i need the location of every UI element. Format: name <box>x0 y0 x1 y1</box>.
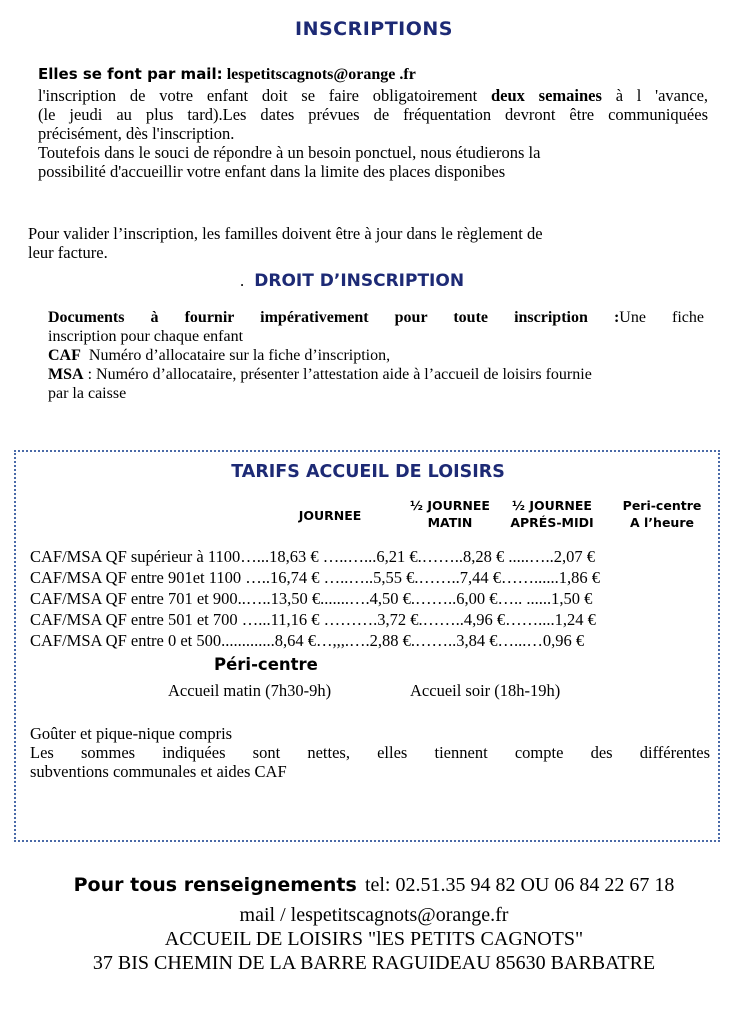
droit-prefix: . <box>240 271 245 290</box>
tarifs-title: TARIFS ACCUEIL DE LOISIRS <box>231 462 505 482</box>
footer-mail: mail / lespetitscagnots@orange.fr <box>239 904 509 926</box>
col-journee: JOURNEE <box>298 508 362 523</box>
renseignements-line <box>0 876 748 895</box>
sommes-line1: Les sommes indiquées sont nettes, elles tiennent compte des différentes <box>30 743 710 762</box>
accueil-matin: Accueil matin (7h30-9h) <box>168 681 332 700</box>
validate-line2: leur facture. <box>28 243 108 262</box>
caf-line: CAF Numéro d’allocataire sur la fiche d’inscription, <box>48 347 391 364</box>
docs-line2: inscription pour chaque enfant <box>48 328 244 345</box>
para1-line1: l'inscription de votre enfant doit se faire obligatoirement deux semaines à l 'avance, <box>38 86 709 105</box>
msa-line: MSA : Numéro d’allocataire, présenter l’attestation aide à l’accueil de loisirs fournie <box>48 366 592 383</box>
droit-paragraph <box>48 308 704 403</box>
tarif-row: CAF/MSA QF entre 701 et 900..…..13,50 €.......….4,50 €.……..6,00 €….. ......1,50 € <box>30 589 593 608</box>
tarif-row: CAF/MSA QF supérieur à 1100…...18,63 € …..…...6,21 €.……..8,28 € .....…..2,07 € <box>30 547 595 566</box>
tarifs-notes <box>30 724 710 781</box>
col-pericentre: Peri-centre A l’heure <box>622 498 702 530</box>
droit-title: DROIT D’INSCRIPTION <box>254 271 465 291</box>
droit-heading <box>240 271 464 291</box>
col-demi-matin: ½ JOURNEE MATIN <box>410 498 490 530</box>
validate-paragraph <box>28 224 708 262</box>
para2-line2: possibilité d'accueillir votre enfant dans la limite des places disponibes <box>38 162 506 181</box>
pericentre-title: Péri-centre <box>214 655 318 674</box>
docs-line1: Documents à fournir impérativement pour toute inscription :Une fiche <box>48 309 704 326</box>
footer-tel: tel: 02.51.35 94 82 OU 06 84 22 67 18 <box>364 874 675 896</box>
tarif-row: CAF/MSA QF entre 901et 1100 …..16,74 € …..…..5,55 €.……..7,44 €……......1,86 € <box>30 568 601 587</box>
gouter-line: Goûter et pique-nique compris <box>30 724 233 743</box>
accueil-soir: Accueil soir (18h-19h) <box>410 681 561 700</box>
msa-line2: par la caisse <box>48 385 127 402</box>
footer-accueil: ACCUEIL DE LOISIRS "lES PETITS CAGNOTS" <box>164 928 584 950</box>
tarif-row: CAF/MSA QF entre 501 et 700 …...11,16 € ……….3,72 €.……..4,96 €……....1,24 € <box>30 610 596 629</box>
tarif-row: CAF/MSA QF entre 0 et 500.............8,64 €…,,,.….2,88 €.……..3,84 €…...…0,96 € <box>30 631 585 650</box>
mail-line <box>38 64 718 84</box>
validate-line1: Pour valider l’inscription, les familles doivent être à jour dans le règlement de <box>28 224 543 243</box>
renseignements-label: Pour tous renseignements <box>73 874 357 896</box>
footer-address: 37 BIS CHEMIN DE LA BARRE RAGUIDEAU 85630 BARBATRE <box>92 952 656 974</box>
inscriptions-title: INSCRIPTIONS <box>295 18 453 40</box>
mail-address: lespetitscagnots@orange .fr <box>226 66 416 83</box>
inscriptions-paragraph-1 <box>38 86 708 181</box>
sommes-line2: subventions communales et aides CAF <box>30 762 287 781</box>
para1-line3: précisément, dès l'inscription. <box>38 124 235 143</box>
para1-line2: (le jeudi au plus tard).Les dates prévues de fréquentation devront être communiquées <box>38 105 708 124</box>
mail-label: Elles se font par mail: <box>38 65 223 83</box>
para2-line1: Toutefois dans le souci de répondre à un besoin ponctuel, nous étudierons la <box>38 143 541 162</box>
col-demi-apres-midi: ½ JOURNEE APRÉS-MIDI <box>510 498 594 530</box>
